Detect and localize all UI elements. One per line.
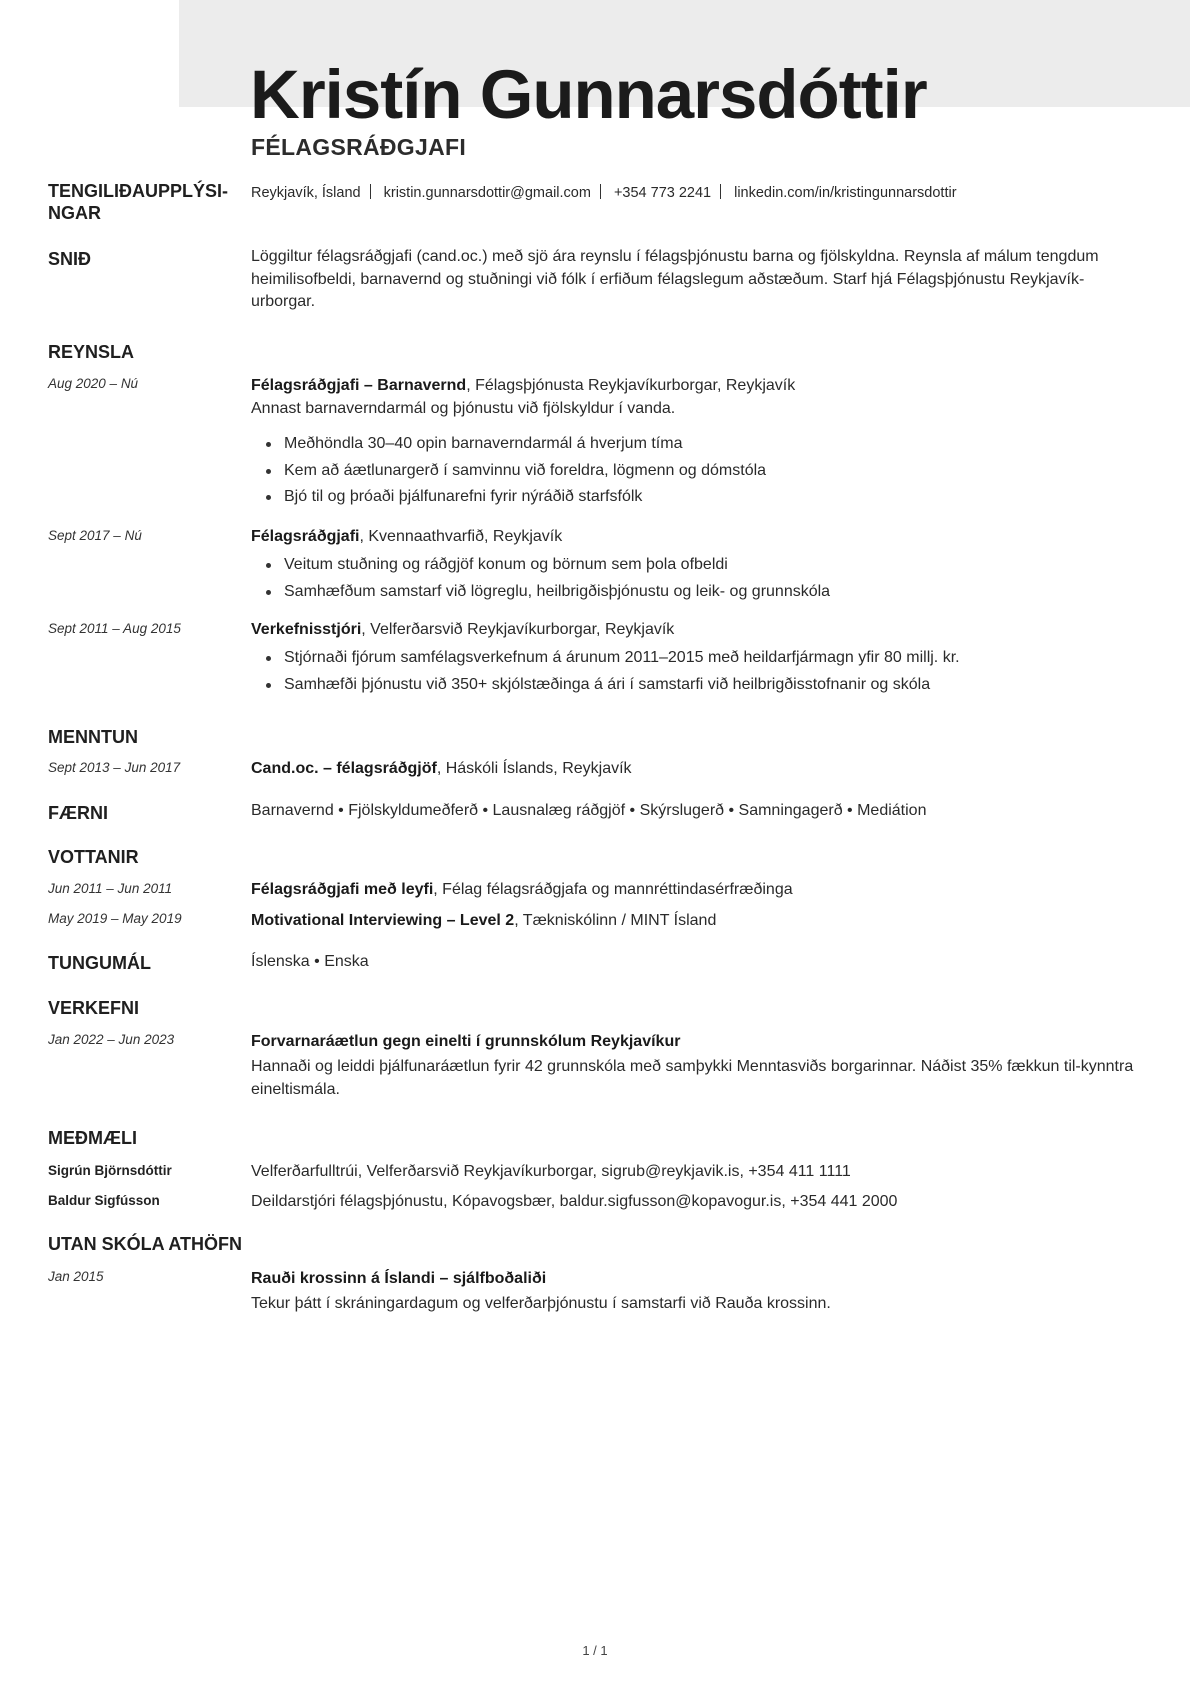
job-summary: Annast barnaverndarmál og þjónustu við fjölskyldur í vanda. [251,400,676,417]
contact-line [251,183,957,203]
certification-date: May 2019 – May 2019 [48,911,182,926]
reference-name: Baldur Sigfússon [48,1193,160,1208]
email-link[interactable]: kristin.gunnarsdottir@gmail.com [383,185,591,201]
phone-text: +354 773 2241 [613,185,712,201]
contact-separator [600,184,601,199]
project-text: Hannaði og leiddi þjálfunaráætlun fyrir 42 grunnskóla með samþykki Menntasviðs borgarinnar. Náðist 35% fækkun til-kynntra eineltismála. [251,1058,1134,1098]
linkedin-link[interactable]: linkedin.com/in/kristingunnarsdottir [734,185,957,201]
list-item: Veitum stuðning og ráðgjöf konum og börnum sem þola ofbeldi [251,552,1151,579]
certification-date: Jun 2011 – Jun 2011 [48,881,173,896]
job-org: , Velferðarsvið Reykjavíkurborgar, Reykjavík [361,621,675,638]
certifications-heading: VOTTANIR [48,847,139,867]
job-title: Félagsráðgjafi – Barnavernd [251,377,467,394]
education-line [251,758,1151,781]
job-title-line [251,526,1151,549]
profile-text: Löggiltur félagsráðgjafi (cand.oc.) með sjö ára reynslu í félagsþjónustu barna og fjölskyldna. Reynsla af málum tengdum heimilisofbeldi, barnavernd og stuðningi við fólk í erfiðum félagslegum aðstæðum. Starf hjá Félagsþjónustu Reykjavík-urborgar. [251,248,1099,310]
candidate-name: Kristín Gunnarsdóttir [250,56,927,133]
profile-heading: SNIÐ [48,249,92,269]
list-item: Samhæfði þjónustu við 350+ skjólstæðinga á ári í samstarfi við heilbrigðisstofnanir og skóla [251,672,1151,699]
contact-separator [720,184,721,199]
extracurricular-date: Jan 2015 [48,1269,104,1284]
job-date: Sept 2017 – Nú [48,528,142,543]
location-text: Reykjavík, Ísland [251,185,361,201]
list-item: Kem að áætlunargerð í samvinnu við foreldra, lögmenn og dómstóla [251,458,1151,485]
certification-title: Félagsráðgjafi með leyfi [251,881,434,898]
projects-heading: VERKEFNI [48,998,140,1018]
contact-heading: TENGILIÐAUPPLÝSI- NGAR [48,181,229,223]
job-date: Sept 2011 – Aug 2015 [48,621,181,636]
candidate-role: FÉLAGSRÁÐGJAFI [251,134,467,160]
job-title-line [251,375,1151,398]
list-item: Stjórnaði fjórum samfélagsverkefnum á árunum 2011–2015 með heildarfjármagn yfir 80 millj. kr. [251,645,1151,672]
languages-text: Íslenska • Enska [251,953,369,970]
reference-text: Deildarstjóri félagsþjónustu, Kópavogsbær, baldur.sigfusson@kopavogur.is, +354 441 2000 [251,1193,898,1210]
extracurricular-title [251,1268,1151,1291]
job-title: Verkefnisstjóri [251,621,362,638]
certification-org: , Félag félagsráðgjafa og mannréttindasérfræðinga [433,881,793,898]
references-heading: MEÐMÆLI [48,1128,137,1148]
list-item: Bjó til og þróaði þjálfunarefni fyrir nýráðið starfsfólk [251,484,1151,511]
extracurricular-heading: UTAN SKÓLA ATHÖFN [48,1234,242,1254]
list-item: Meðhöndla 30–40 opin barnaverndarmál á hverjum tíma [251,431,1151,458]
job-bullets [251,645,1151,698]
languages-heading: TUNGUMÁL [48,953,151,973]
job-bullets [251,431,1151,511]
reference-name: Sigrún Björnsdóttir [48,1163,172,1178]
contact-separator [370,184,371,199]
certification-title: Motivational Interviewing – Level 2 [251,912,515,929]
experience-heading: REYNSLA [48,342,135,362]
certification-line [251,910,1151,933]
page-number: 1 / 1 [582,1643,608,1658]
skills-text: Barnavernd • Fjölskyldumeðferð • Lausnalæg ráðgjöf • Skýrslugerð • Samningagerð • Mediátion [251,802,927,819]
skills-heading: FÆRNI [48,803,108,823]
project-title-text: Forvarnaráætlun gegn einelti í grunnskólum Reykjavíkur [251,1033,681,1050]
certification-line [251,879,1151,902]
job-title: Félagsráðgjafi [251,528,360,545]
school-name: , Háskóli Íslands, Reykjavík [436,760,632,777]
job-org: , Félagsþjónusta Reykjavíkurborgar, Reykjavík [466,377,796,394]
job-title-line [251,619,1151,642]
job-bullets [251,552,1151,605]
project-date: Jan 2022 – Jun 2023 [48,1032,175,1047]
project-title [251,1031,1151,1054]
job-date: Aug 2020 – Nú [48,376,139,391]
extracurricular-text: Tekur þátt í skráningardagum og velferðarþjónustu í samstarfi við Rauða krossinn. [251,1295,831,1312]
extracurricular-title-text: Rauði krossinn á Íslandi – sjálfboðaliði [251,1270,547,1287]
education-heading: MENNTUN [48,727,138,747]
degree-title: Cand.oc. – félagsráðgjöf [251,760,437,777]
education-date: Sept 2013 – Jun 2017 [48,760,181,775]
list-item: Samhæfðum samstarf við lögreglu, heilbrigðisþjónustu og leik- og grunnskóla [251,579,1151,606]
certification-org: , Tækniskólinn / MINT Ísland [514,912,717,929]
reference-text: Velferðarfulltrúi, Velferðarsvið Reykjavíkurborgar, sigrub@reykjavik.is, +354 411 1111 [251,1163,851,1180]
job-org: , Kvennaathvarfið, Reykjavík [359,528,563,545]
